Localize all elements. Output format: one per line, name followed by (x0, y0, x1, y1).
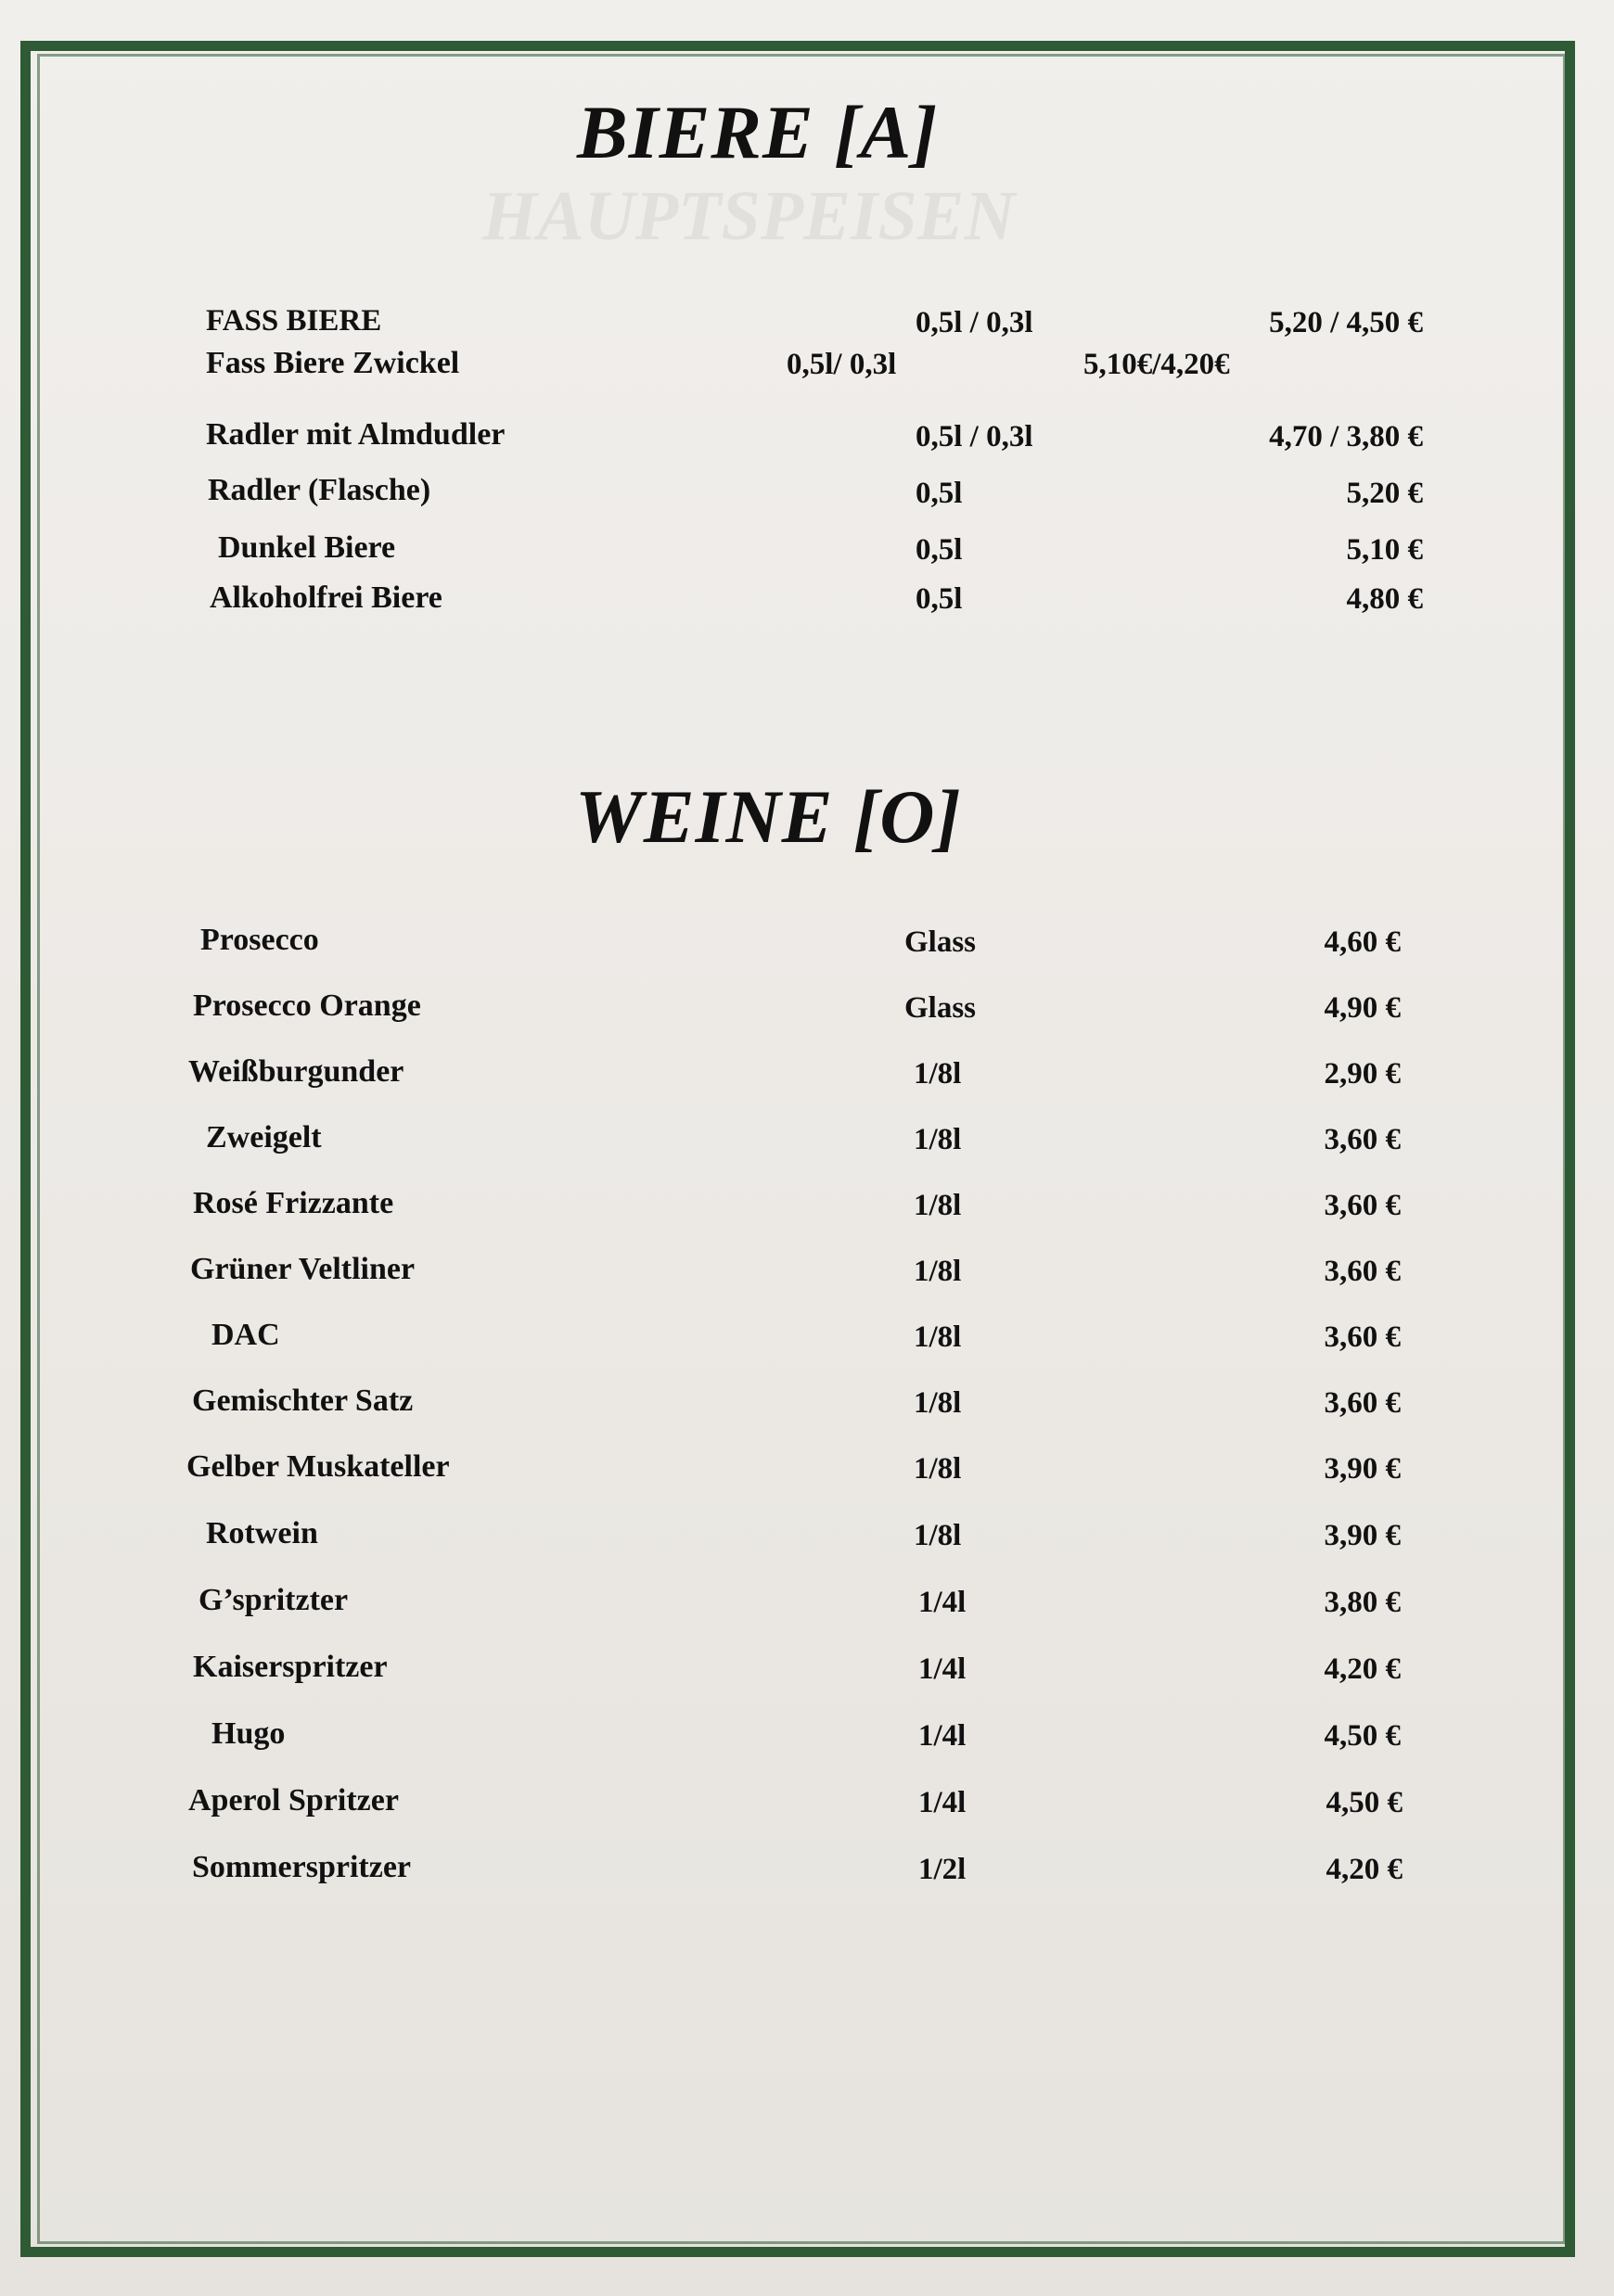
beer-size: 0,5l (916, 582, 963, 616)
wine-price: 3,90 € (1324, 1452, 1401, 1486)
beer-size: 0,5l / 0,3l (916, 420, 1033, 453)
beer-name: FASS BIERE (206, 304, 382, 338)
wine-heading: WEINE [O] (575, 774, 962, 859)
wine-price: 3,60 € (1324, 1386, 1401, 1420)
beer-price: 5,20 / 4,50 € (1269, 306, 1423, 339)
wine-size: 1/8l (914, 1386, 962, 1420)
wine-name: Prosecco Orange (193, 989, 421, 1023)
wine-name: Kaiserspritzer (193, 1650, 388, 1684)
wine-name: Grüner Veltliner (190, 1252, 416, 1286)
wine-price: 4,50 € (1326, 1786, 1403, 1819)
wine-size: 1/4l (918, 1786, 967, 1819)
wine-size: Glass (904, 991, 977, 1025)
wine-price: 2,90 € (1324, 1057, 1401, 1091)
wine-name: Weißburgunder (188, 1054, 404, 1089)
beer-price: 5,10 € (1346, 533, 1423, 567)
beer-heading: BIERE [A] (577, 90, 939, 174)
beer-size: 0,5l (916, 477, 963, 510)
wine-size: 1/8l (914, 1320, 962, 1354)
wine-price: 4,20 € (1326, 1853, 1403, 1886)
wine-name: Rotwein (206, 1516, 318, 1550)
wine-price: 3,60 € (1324, 1123, 1401, 1156)
wine-price: 3,60 € (1324, 1189, 1401, 1222)
wine-price: 3,80 € (1324, 1586, 1401, 1619)
wine-name: Aperol Spritzer (188, 1783, 399, 1818)
wine-size: 1/4l (918, 1719, 967, 1753)
wine-name: Gelber Muskateller (186, 1449, 450, 1484)
beer-price: 5,10€/4,20€ (1083, 348, 1230, 381)
beer-name: Dunkel Biere (218, 530, 396, 565)
wine-name: DAC (211, 1318, 280, 1352)
wine-name: Gemischter Satz (192, 1384, 414, 1418)
beer-size: 0,5l / 0,3l (916, 306, 1033, 339)
wine-size: 1/8l (914, 1057, 962, 1091)
wine-size: 1/4l (918, 1652, 967, 1686)
beer-size: 0,5l/ 0,3l (787, 348, 897, 381)
beer-name: Fass Biere Zwickel (206, 346, 460, 380)
wine-name: Rosé Frizzante (193, 1186, 394, 1220)
wine-price: 4,60 € (1324, 925, 1401, 959)
wine-name: Prosecco (200, 923, 319, 957)
wine-name: Hugo (211, 1716, 286, 1751)
beer-price: 4,80 € (1346, 582, 1423, 616)
wine-price: 4,20 € (1324, 1652, 1401, 1686)
wine-price: 4,50 € (1324, 1719, 1401, 1753)
wine-price: 4,90 € (1324, 991, 1401, 1025)
wine-name: Sommerspritzer (192, 1850, 412, 1884)
wine-size: 1/2l (918, 1853, 967, 1886)
wine-price: 3,60 € (1324, 1255, 1401, 1288)
wine-size: 1/8l (914, 1123, 962, 1156)
beer-name: Radler mit Almdudler (206, 417, 506, 452)
beer-price: 4,70 / 3,80 € (1269, 420, 1423, 453)
beer-size: 0,5l (916, 533, 963, 567)
wine-size: 1/4l (918, 1586, 967, 1619)
wine-size: 1/8l (914, 1452, 962, 1486)
beer-name: Radler (Flasche) (208, 473, 431, 507)
wine-name: G’spritzter (199, 1583, 349, 1617)
beer-price: 5,20 € (1346, 477, 1423, 510)
wine-name: Zweigelt (206, 1120, 322, 1154)
wine-size: 1/8l (914, 1519, 962, 1552)
wine-price: 3,60 € (1324, 1320, 1401, 1354)
beer-name: Alkoholfrei Biere (210, 580, 442, 615)
wine-size: 1/8l (914, 1255, 962, 1288)
wine-size: 1/8l (914, 1189, 962, 1222)
show-through-heading: HAUPTSPEISEN (482, 177, 1016, 255)
wine-price: 3,90 € (1324, 1519, 1401, 1552)
wine-size: Glass (904, 925, 977, 959)
